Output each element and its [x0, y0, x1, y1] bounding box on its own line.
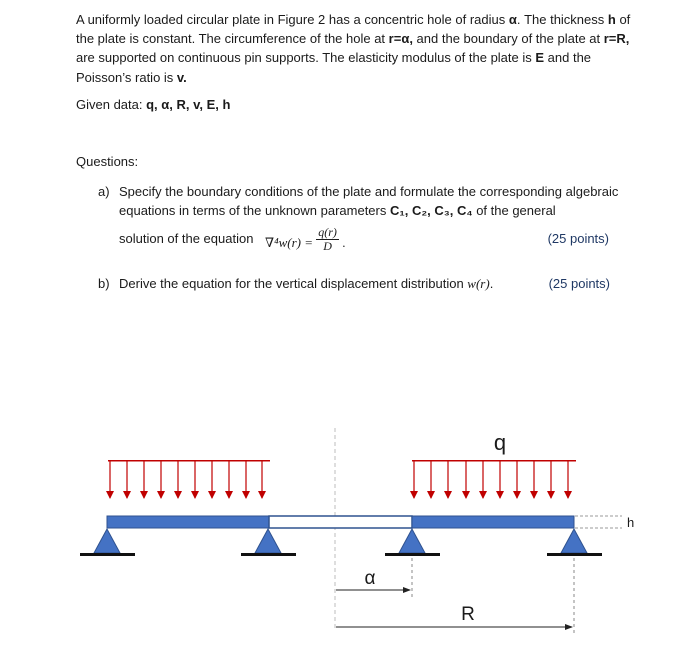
given-values: q, α, R, v, E, h — [146, 97, 231, 112]
plate-right-section — [412, 516, 574, 528]
R-dim-label: R — [461, 604, 475, 625]
governing-equation: ∇⁴w(r) = $\frac{q(r)}{D}$ . — [265, 225, 346, 253]
load-q-label: q — [493, 430, 507, 455]
question-b-points: (25 points) — [548, 276, 610, 291]
problem-statement: A uniformly loaded circular plate in Figure 2 has a concentric hole of radius α. The thickness h of the plate is constant. The circumference of the hole at r=α, and the boundary of the plate at r=R, are supported on continuous pin supports. The elasticity modulus of the plate is E and the Poisson’s ratio is v. — [76, 12, 631, 85]
question-a-points: (25 points) — [547, 231, 609, 246]
question-b-label: b) — [98, 276, 110, 291]
thickness-h-label: h — [627, 515, 635, 530]
given-data: Given data: q, α, R, v, E, h — [76, 97, 231, 112]
pin-support-2 — [241, 529, 296, 556]
question-a-label: a) — [98, 184, 110, 199]
equation-fraction: $\frac{q(r)}{D}$ — [318, 225, 337, 253]
alpha-dim-label: α — [364, 568, 376, 589]
question-a: a) Specify the boundary conditions of the plate and formulate the corresponding algebraic equations in terms of the unknown parameters C₁, C₂, C₃, C₄ of the general — [98, 184, 619, 219]
distributed-load-left — [108, 460, 270, 498]
pin-support-3 — [385, 529, 440, 556]
plate-figure — [0, 420, 700, 656]
load-arrows-left — [110, 460, 262, 498]
unknown-parameters: C₁, C₂, C₃, C₄ — [389, 203, 473, 219]
pin-support-4 — [547, 529, 602, 556]
distributed-load-right — [412, 460, 576, 498]
plate-left-section — [107, 516, 269, 528]
question-a-equation-line: solution of the equation ∇⁴w(r) = $\frac{q(r)}{D}$ . (25 points) — [119, 225, 609, 253]
load-arrows-right — [414, 460, 568, 498]
plate-hole — [269, 516, 412, 528]
pin-support-1 — [80, 529, 135, 556]
questions-heading: Questions: — [76, 154, 139, 169]
alpha-symbol: α — [508, 12, 517, 27]
